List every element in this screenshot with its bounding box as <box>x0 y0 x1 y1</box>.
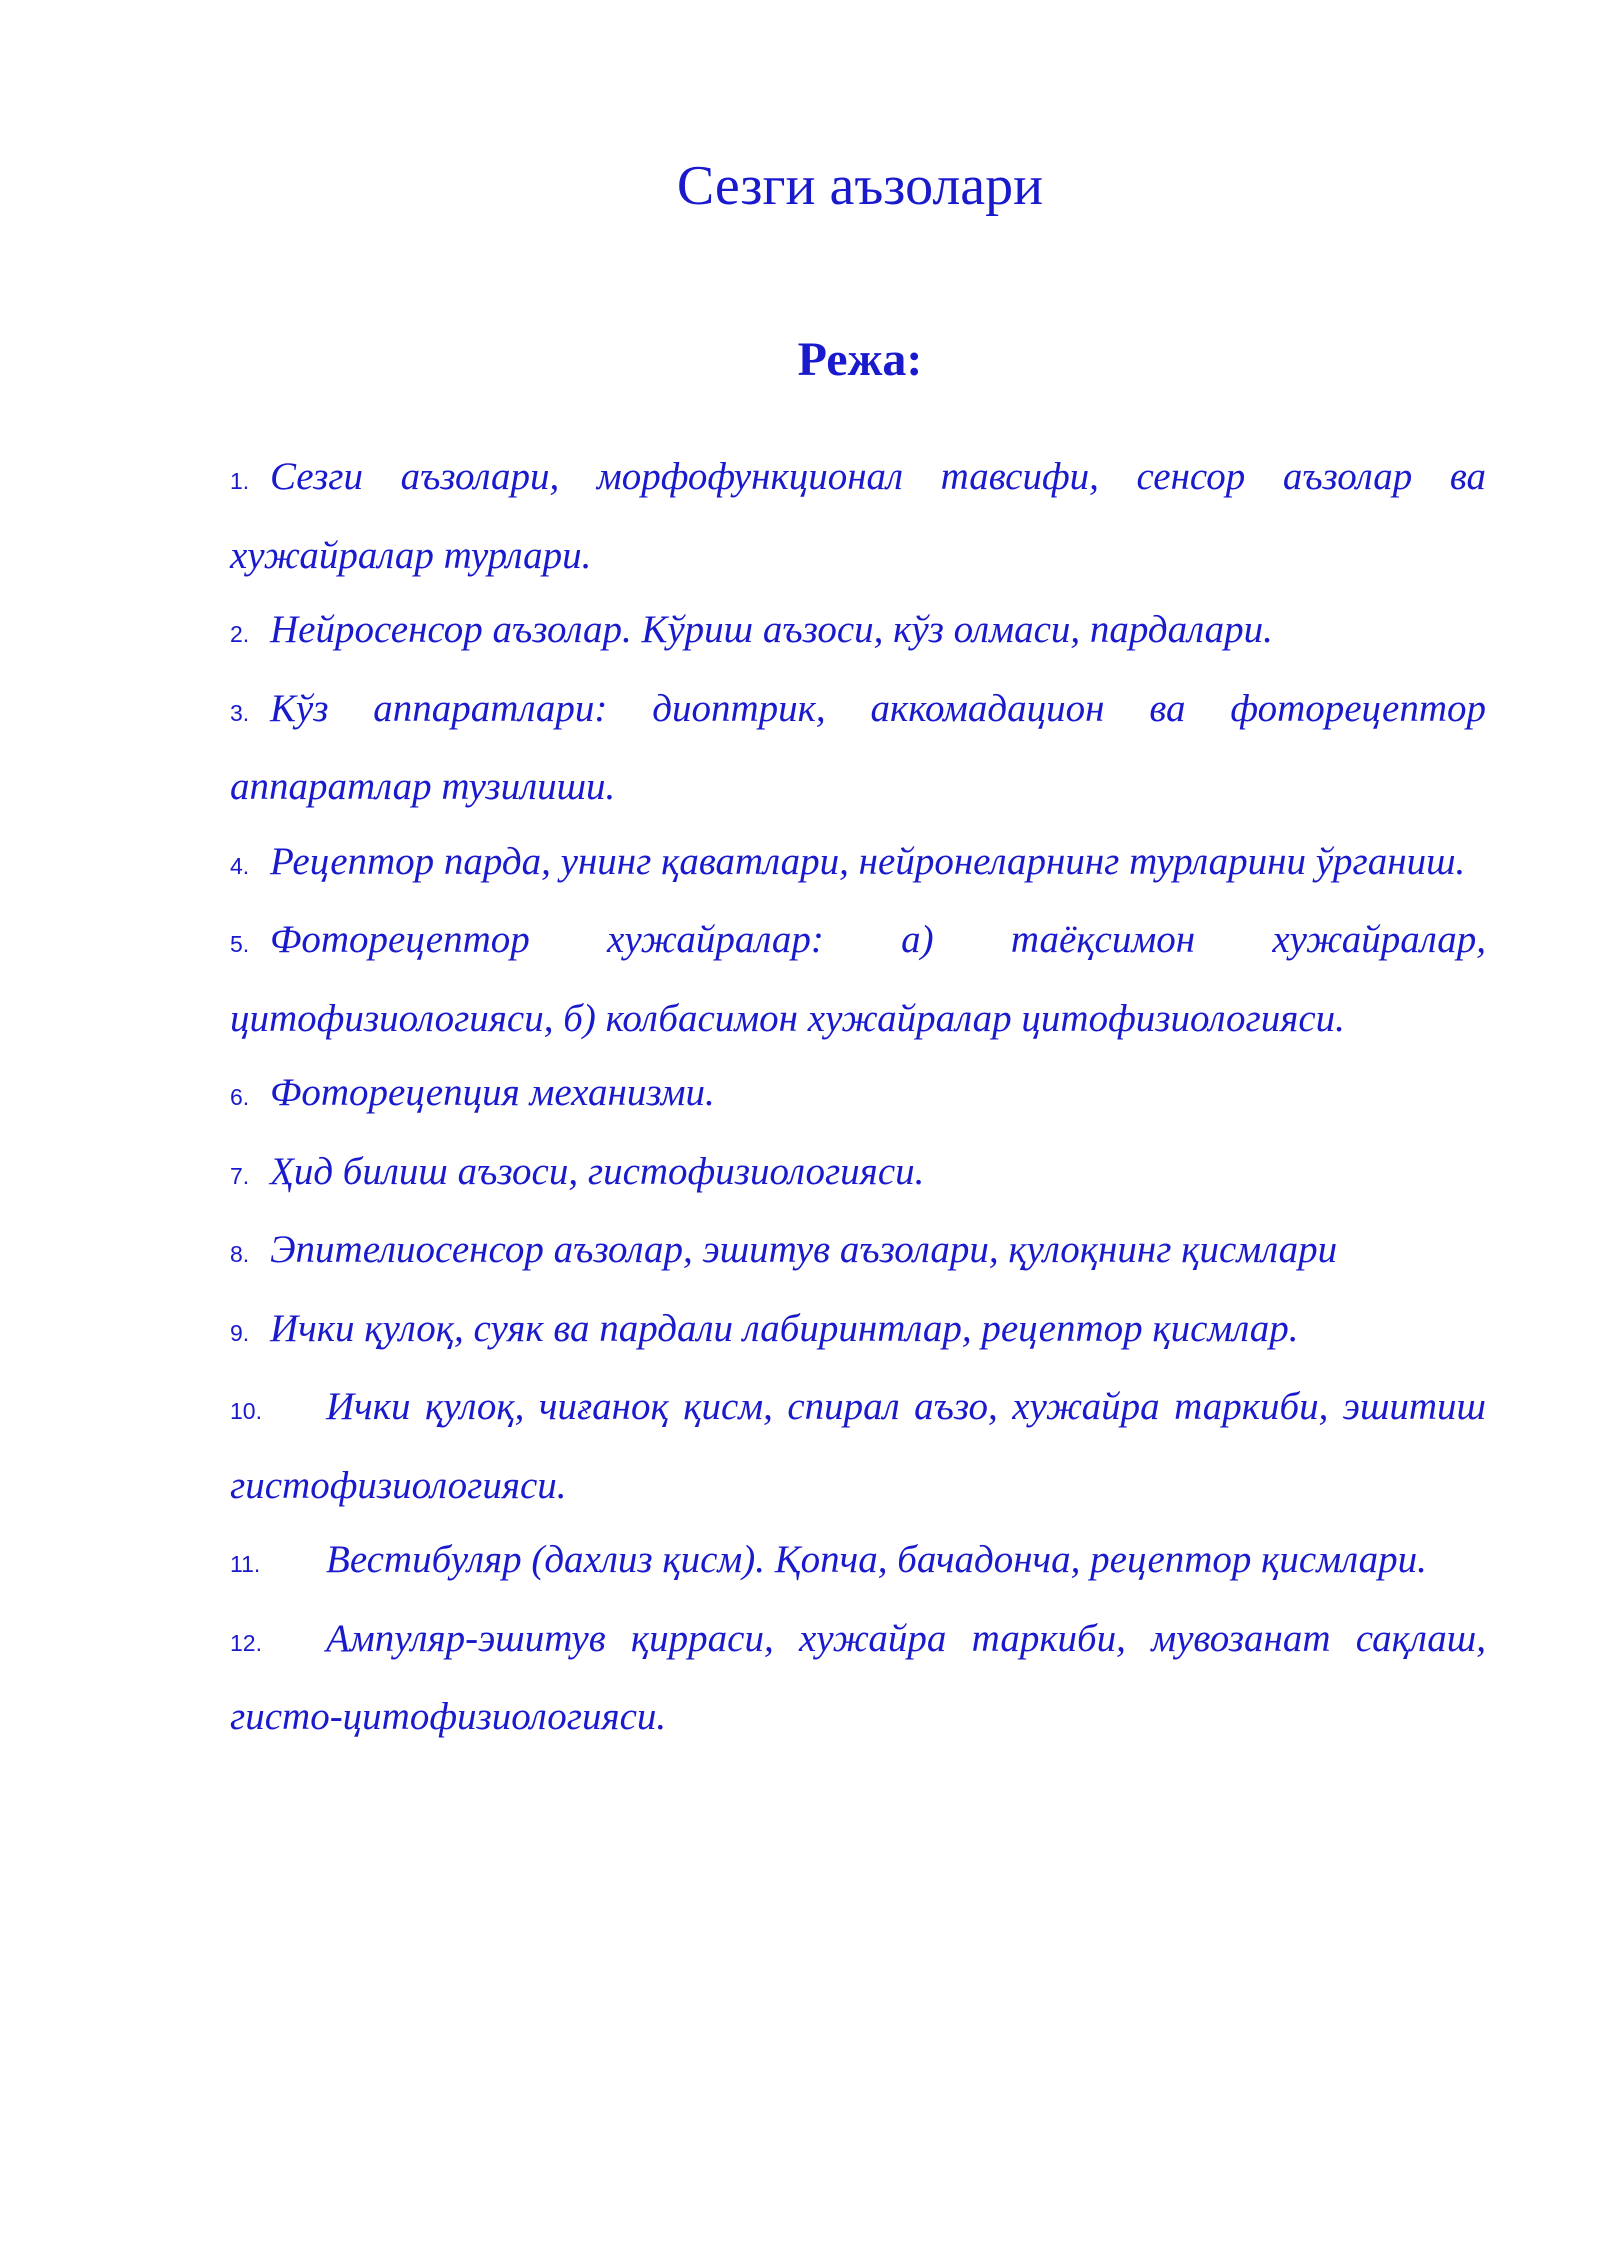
item-number: 11. <box>230 1551 261 1577</box>
item-number: 1. <box>230 468 250 494</box>
list-item <box>230 1135 1486 1214</box>
item-number: 12. <box>230 1629 262 1656</box>
item-number: 3. <box>230 699 250 726</box>
item-number: 2. <box>230 621 250 647</box>
list-item <box>230 1602 1486 1755</box>
item-text: Ички қулоқ, суяк ва пардали лабиринтлар, рецептор қисмлар. <box>270 1306 1299 1350</box>
item-number: 7. <box>230 1162 250 1189</box>
item-text: Эпителиосенсор аъзолар, эшитув аъзолари, қулоқнинг қисмлари <box>270 1228 1338 1271</box>
item-text: Вестибуляр (дахлиз қисм). Қопча, бачадонча, рецептор қисмлари. <box>326 1538 1427 1581</box>
item-text: Ампуляр-эшитув қирраси, хужайра таркиби, мувозанат сақлаш, гисто-цитофизиологияси. <box>230 1616 1486 1738</box>
list-item <box>230 903 1486 1056</box>
list-item <box>230 672 1486 825</box>
item-number: 4. <box>230 852 250 879</box>
item-text: Фоторецепция механизми. <box>270 1071 715 1114</box>
item-text: Рецептор парда, унинг қаватлари, нейронеларнинг турларини ўрганиш. <box>270 839 1466 883</box>
page-title: Сезги аъзолари <box>676 155 1044 217</box>
list-item <box>230 1213 1486 1292</box>
item-text: Сезги аъзолари, морфофункционал тавсифи, сенсор аъзолар ва хужайралар турлари. <box>230 455 1486 577</box>
list-item <box>230 1056 1486 1135</box>
item-number: 8. <box>230 1241 250 1267</box>
list-item <box>230 1292 1486 1371</box>
list-item <box>230 1523 1486 1602</box>
item-text: Ички қулоқ, чиғаноқ қисм, спирал аъзо, хужайра таркиби, эшитиш гистофизиологияси. <box>230 1385 1486 1507</box>
plan-heading: Режа: <box>797 333 923 386</box>
item-text: Кўз аппаратлари: диоптрик, аккомадацион ва фоторецептор аппаратлар тузилиши. <box>230 686 1486 808</box>
list-item <box>230 593 1486 672</box>
item-number: 5. <box>230 931 250 957</box>
item-text: Ҳид билиш аъзоси, гистофизиологияси. <box>270 1149 925 1193</box>
item-number: 10. <box>230 1398 262 1424</box>
list-item <box>230 440 1486 593</box>
item-number: 6. <box>230 1084 250 1110</box>
item-text: Нейросенсор аъзолар. Кўриш аъзоси, кўз олмаси, пардалари. <box>270 608 1273 651</box>
item-text: Фоторецептор хужайралар: а) таёқсимон хужайралар, цитофизиологияси, б) колбасимон хужайралар цитофизиологияси. <box>230 918 1486 1040</box>
list-item <box>230 1370 1486 1523</box>
item-number: 9. <box>230 1319 250 1346</box>
plan-list <box>230 440 1486 1755</box>
list-item <box>230 825 1486 904</box>
